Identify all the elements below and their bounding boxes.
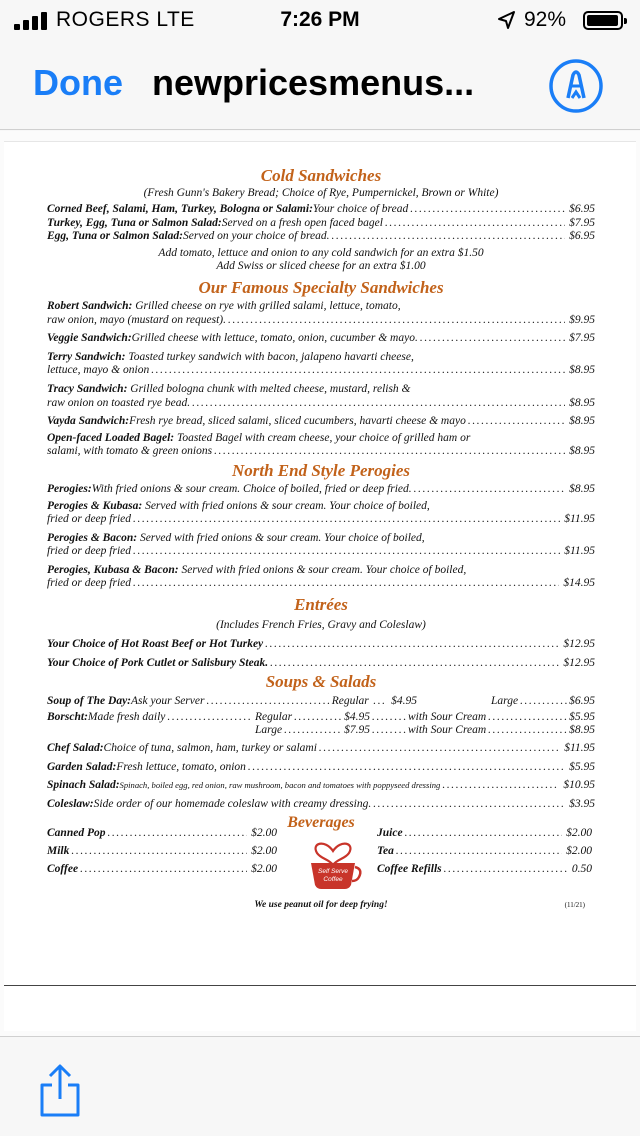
menu-item: Egg, Tuna or Salmon Salad: Served on your choice of bread. ..... $6.95: [47, 230, 595, 244]
menu-item: Vayda Sandwich: Fresh rye bread, sliced salami, sliced cucumbers, havarti cheese & mayo ..... $8.95: [47, 415, 595, 429]
location-arrow-icon: [497, 10, 517, 30]
menu-item: Perogies & Kubasa: Served with fried onions & sour cream. Your choice of boiled, fried or deep fried ..... $11.95: [47, 500, 595, 527]
menu-item: Turkey, Egg, Tuna or Salmon Salad: Served on a fresh open faced bagel ..... $7.95: [47, 217, 595, 231]
section-title-cold-sandwiches: Cold Sandwiches: [260, 166, 382, 185]
battery-icon: [583, 11, 623, 30]
menu-item: Terry Sandwich: Toasted turkey sandwich with bacon, jalapeno havarti cheese, lettuce, mayo & onion ..... $8.95: [47, 351, 595, 378]
menu-item: Coleslaw: Side order of our homemade coleslaw with creamy dressing. ..... $3.95: [47, 798, 595, 812]
done-button[interactable]: Done: [33, 62, 123, 103]
menu-item: Veggie Sandwich: Grilled cheese with lettuce, tomato, onion, cucumber & mayo. ..... $7.95: [47, 332, 595, 346]
menu-item: Canned Pop ..... $2.00: [47, 827, 277, 845]
menu-item: Soup of The Day: Ask your Server ..... Regular ... $4.95 Large ..... $6.95: [47, 695, 595, 709]
section-title-perogies: North End Style Perogies: [231, 460, 411, 480]
menu-item: Perogies & Bacon: Served with fried onions & sour cream. Your choice of boiled, fried or deep fried ..... $11.95: [47, 532, 595, 559]
menu-item: Robert Sandwich: Grilled cheese on rye with grilled salami, lettuce, tomato, raw onion, mayo (mustard on request). ..... $9.95: [47, 300, 595, 327]
menu-item: Spinach Salad: Spinach, boiled egg, red onion, raw mushroom, bacon and tomatoes with poppyseed dressing ..... $10.95: [47, 779, 595, 793]
navigation-bar: [0, 40, 640, 130]
carrier-label: ROGERS LTE: [56, 8, 195, 31]
section-title-entrees: Entrées: [294, 595, 348, 615]
battery-percent: 92%: [524, 8, 567, 31]
menu-footnote: We use peanut oil for deep frying! (11/21): [47, 899, 595, 913]
menu-item: Garden Salad: Fresh lettuce, tomato, onion ..... $5.95: [47, 761, 595, 775]
section-subtitle: (Includes French Fries, Gravy and Coleslaw): [216, 619, 426, 632]
status-time: 7:26 PM: [280, 8, 360, 31]
menu-item: Milk ..... $2.00: [47, 845, 277, 863]
coffee-cup-icon: [303, 829, 363, 891]
menu-item: Your Choice of Hot Roast Beef or Hot Turkey ..... $12.95: [47, 638, 595, 652]
menu-item: Coffee ..... $2.00: [47, 863, 277, 881]
section-subtitle: (Fresh Gunn's Bakery Bread; Choice of Rye, Pumpernickel, Brown or White): [143, 187, 499, 199]
menu-item: Coffee Refills ..... 0.50: [377, 863, 592, 881]
menu-item: Chef Salad: Choice of tuna, salmon, ham, turkey or salami ..... $11.95: [47, 742, 595, 756]
menu-item: Large ..... $7.95 ..... with Sour Cream ..... $8.95: [47, 724, 595, 738]
menu-item: Tea ..... $2.00: [377, 845, 592, 863]
document-title: newpricesmenus...: [152, 62, 475, 103]
menu-item: Perogies: With fried onions & sour cream. Choice of boiled, fried or deep fried. ..... $8.95: [47, 483, 595, 497]
menu-item: Perogies, Kubasa & Bacon: Served with fried onions & sour cream. Your choice of boiled, fried or deep fried ..... $14.95: [47, 564, 595, 591]
markup-pen-icon[interactable]: [548, 58, 604, 114]
menu-item: Juice ..... $2.00: [377, 827, 592, 845]
menu-item: Your Choice of Pork Cutlet or Salisbury Steak. ..... $12.95: [47, 657, 595, 671]
menu-content: [47, 164, 595, 913]
section-title-soups-salads: Soups & Salads: [265, 672, 377, 692]
menu-item: Open-faced Loaded Bagel: Toasted Bagel with cream cheese, your choice of grilled ham or salami, with tomato & green onions ..... $8.95: [47, 432, 595, 459]
share-icon[interactable]: [36, 1063, 84, 1119]
menu-code: (11/21): [564, 901, 585, 910]
menu-item: Tracy Sandwich: Grilled bologna chunk with melted cheese, mustard, relish & raw onion on toasted rye bead. ..... $8.95: [47, 383, 595, 410]
menu-item: Corned Beef, Salami, Ham, Turkey, Bologna or Salami: Your choice of bread ..... $6.95: [47, 203, 595, 217]
menu-note: Add Swiss or sliced cheese for an extra $1.00: [216, 260, 426, 273]
status-bar: [0, 0, 640, 40]
menu-note: Add tomato, lettuce and onion to any cold sandwich for an extra $1.50: [158, 246, 484, 259]
menu-item: Borscht: Made fresh daily ..... Regular ..... $4.95 ..... with Sour Cream ..... $5.95: [47, 711, 595, 725]
bottom-toolbar: [0, 1036, 640, 1136]
section-title-specialty-sandwiches: Our Famous Specialty Sandwiches: [198, 277, 444, 297]
page-divider: [4, 985, 636, 986]
cup-label-line1: Self Serve: [318, 868, 348, 876]
menu-page: [4, 141, 636, 1031]
beverages-list: [47, 827, 595, 893]
cup-label-line2: Coffee: [323, 876, 343, 884]
section-title-beverages: Beverages: [287, 814, 355, 832]
